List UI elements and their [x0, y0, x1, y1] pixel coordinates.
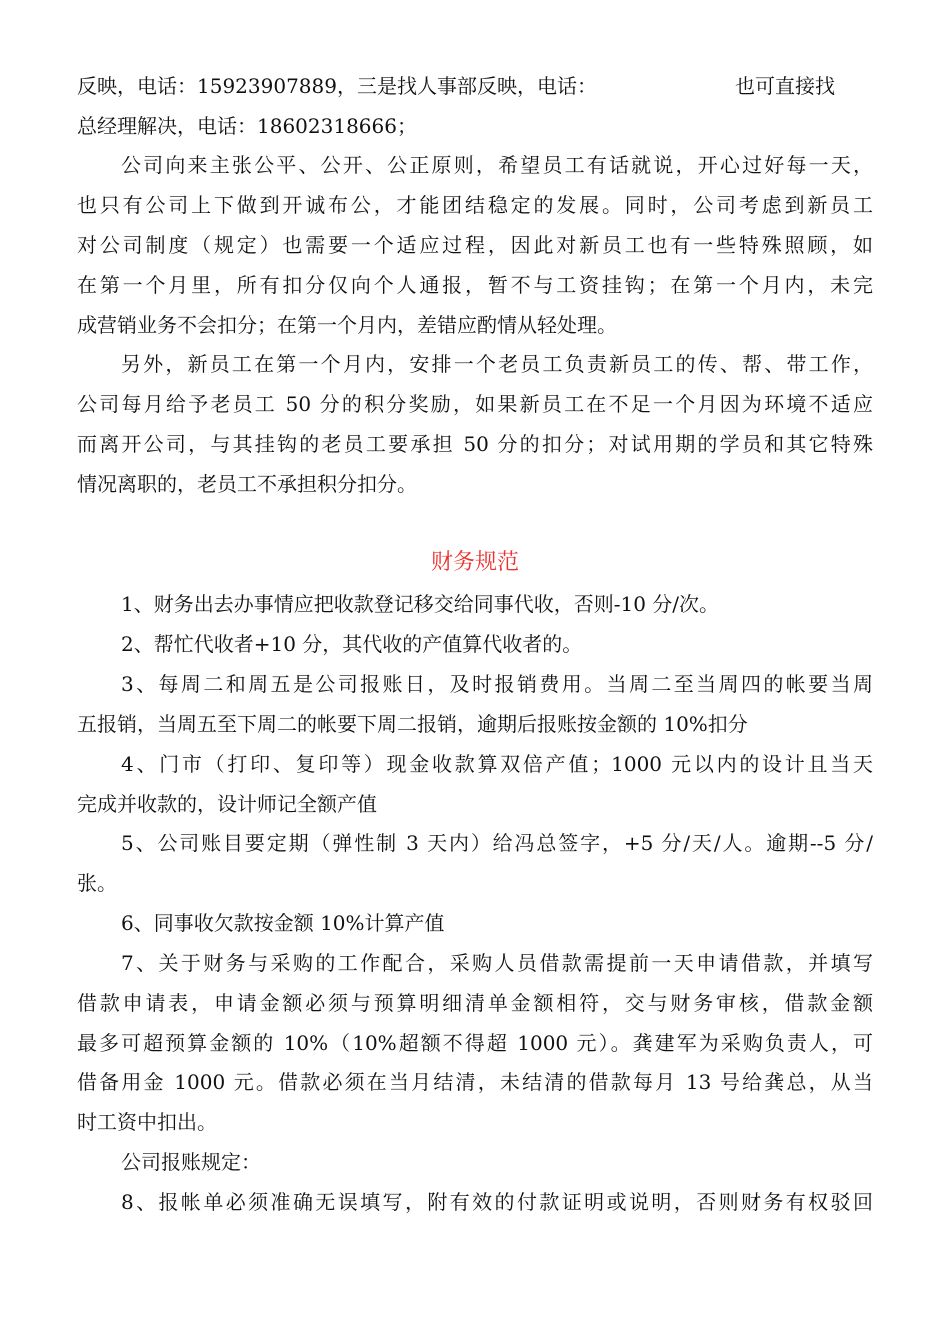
para1-line: 也只有公司上下做到开诚布公，才能团结稳定的发展。同时，公司考虑到新员工 [77, 193, 873, 217]
intro-line-1 [77, 72, 873, 100]
para2-line: 而离开公司，与其挂钩的老员工要承担 50 分的扣分；对试用期的学员和其它特殊 [77, 432, 873, 456]
section-title: 财务规范 [430, 550, 519, 575]
reimburse-heading: 公司报账规定： [121, 1150, 261, 1174]
contact-text-b: 也可直接找 [734, 74, 835, 98]
contact-text-a: 反映，电话：15923907889，三是找人事部反映，电话： [77, 74, 597, 98]
para1-line: 成营销业务不会扣分；在第一个月内，差错应酌情从轻处理。 [77, 313, 617, 337]
rule-item-5-cont: 张。 [77, 871, 117, 895]
rule-item-1: 1、财务出去办事情应把收款登记移交给同事代收，否则-10 分/次。 [121, 592, 720, 616]
rule-item-3-cont: 五报销，当周五至下周二的帐要下周二报销，逾期后报账按金额的 10%扣分 [77, 712, 748, 736]
para2-line: 情况离职的，老员工不承担积分扣分。 [77, 472, 417, 496]
para2-line: 公司每月给予老员工 50 分的积分奖励，如果新员工在不足一个月因为环境不适应 [77, 392, 873, 416]
rule-item-5: 5、公司账目要定期（弹性制 3 天内）给冯总签字，+5 分/天/人。逾期--5 分/ [121, 831, 873, 855]
rule-item-7-cont: 借款申请表，申请金额必须与预算明细清单金额相符，交与财务审核，借款金额 [77, 991, 873, 1015]
para1-line: 在第一个月里，所有扣分仅向个人通报，暂不与工资挂钩；在第一个月内，未完 [77, 273, 873, 297]
rule-item-7-cont: 时工资中扣出。 [77, 1110, 217, 1134]
para1-line: 对公司制度（规定）也需要一个适应过程，因此对新员工也有一些特殊照顾，如 [77, 233, 873, 257]
rule-item-6: 6、同事收欠款按金额 10%计算产值 [121, 911, 445, 935]
rule-item-3: 3、每周二和周五是公司报账日，及时报销费用。当周二至当周四的帐要当周 [121, 672, 873, 696]
rule-item-7-cont: 借备用金 1000 元。借款必须在当月结清，未结清的借款每月 13 号给龚总，从当 [77, 1070, 873, 1094]
rule-item-8: 8、报帐单必须准确无误填写，附有效的付款证明或说明，否则财务有权驳回 [121, 1190, 873, 1214]
rule-item-2: 2、帮忙代收者+10 分，其代收的产值算代收者的。 [121, 632, 583, 656]
rule-item-4-cont: 完成并收款的，设计师记全额产值 [77, 792, 377, 816]
rule-item-7: 7、关于财务与采购的工作配合，采购人员借款需提前一天申请借款，并填写 [121, 951, 873, 975]
intro-line-2: 总经理解决，电话：18602318666； [77, 114, 417, 138]
para1-line: 公司向来主张公平、公开、公正原则，希望员工有话就说，开心过好每一天， [121, 153, 873, 177]
para2-line: 另外，新员工在第一个月内，安排一个老员工负责新员工的传、帮、带工作， [121, 352, 873, 376]
rule-item-7-cont: 最多可超预算金额的 10%（10%超额不得超 1000 元）。龚建军为采购负责人，可 [77, 1031, 873, 1055]
rule-item-4: 4、门市（打印、复印等）现金收款算双倍产值；1000 元以内的设计且当天 [121, 752, 873, 776]
